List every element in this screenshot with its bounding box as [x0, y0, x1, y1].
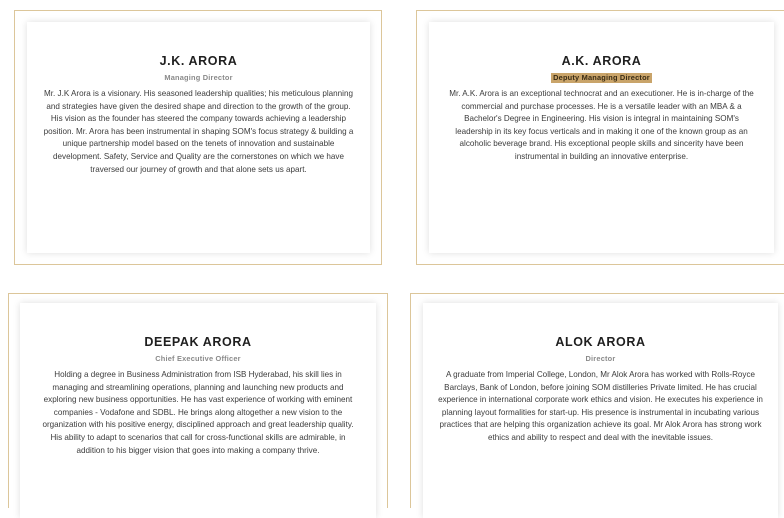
leader-name: J.K. ARORA — [159, 54, 238, 68]
leader-role: Managing Director — [164, 73, 233, 82]
leader-bio: Holding a degree in Business Administration from ISB Hyderabad, his skill lies in managing and streamlining operations, planning and launching new products and exploring new business opportunities. He has vast experience of working with eminent companies - Vodafone and SDBL. He brings along altogether a new vision to the organization with his positive energy, disciplined approach and great leadership quality. His ability to adapt to scenarios that call for cross-functional skills are admirable, in addition to his bigger vision that goes into making a company thrive. — [42, 370, 354, 455]
leader-name: A.K. ARORA — [561, 54, 642, 68]
leader-card-jk-arora — [14, 10, 382, 265]
leader-card-panel — [27, 22, 370, 253]
leader-card-alok-arora — [410, 293, 784, 508]
leader-bio: Mr. J.K Arora is a visionary. His seasoned leadership qualities; his meticulous planning and strategies have given the desired shape and direction to the growth of the group. His vision as the founder has steered the company towards achieving a leadership position. Mr. Arora has been instrumental in shaping SOM's focus strategy & building a unique partnership model based on the tenets of innovation and sustainable development. Safety, Service and Quality are the cornerstones on which we have traversed our journey of growth and that alone sets us apart. — [43, 89, 354, 174]
leader-bio: Mr. A.K. Arora is an exceptional technocrat and an executioner. He is in-charge of the commercial and purchase processes. He is a versatile leader with an MBA & a Bachelor's Degree in Engineering. His vision is integral in maintaining SOM's leadership in its key focus verticals and in making it one of the known group as an alcoholic beverage brand. His exceptional people skills and sincerity have been instrumental in building an innovative enterprise. — [449, 89, 754, 161]
leader-card-panel — [423, 303, 778, 518]
leader-role: Director — [585, 354, 616, 363]
leader-card-panel — [429, 22, 774, 253]
leader-role: Chief Executive Officer — [155, 354, 241, 363]
leader-card-ak-arora — [416, 10, 784, 265]
leader-card-deepak-arora — [8, 293, 388, 508]
leader-card-panel — [20, 303, 376, 518]
leader-role: Deputy Managing Director — [553, 73, 650, 82]
leader-name: DEEPAK ARORA — [144, 335, 252, 349]
leader-bio: A graduate from Imperial College, London, Mr Alok Arora has worked with Rolls-Royce Barclays, Bank of London, before joining SOM distilleries Private limited. He has crucial experience in international corporate work ethics and vision. He executes his experience in planning layout formalities for start-up. His presence is instrumental in incubating various practices that are helping this organization achieve its goal. Mr Alok Arora has strong work ethics and ability to respect and deal with the inevitable issues. — [438, 370, 763, 442]
leader-name: ALOK ARORA — [555, 335, 646, 349]
